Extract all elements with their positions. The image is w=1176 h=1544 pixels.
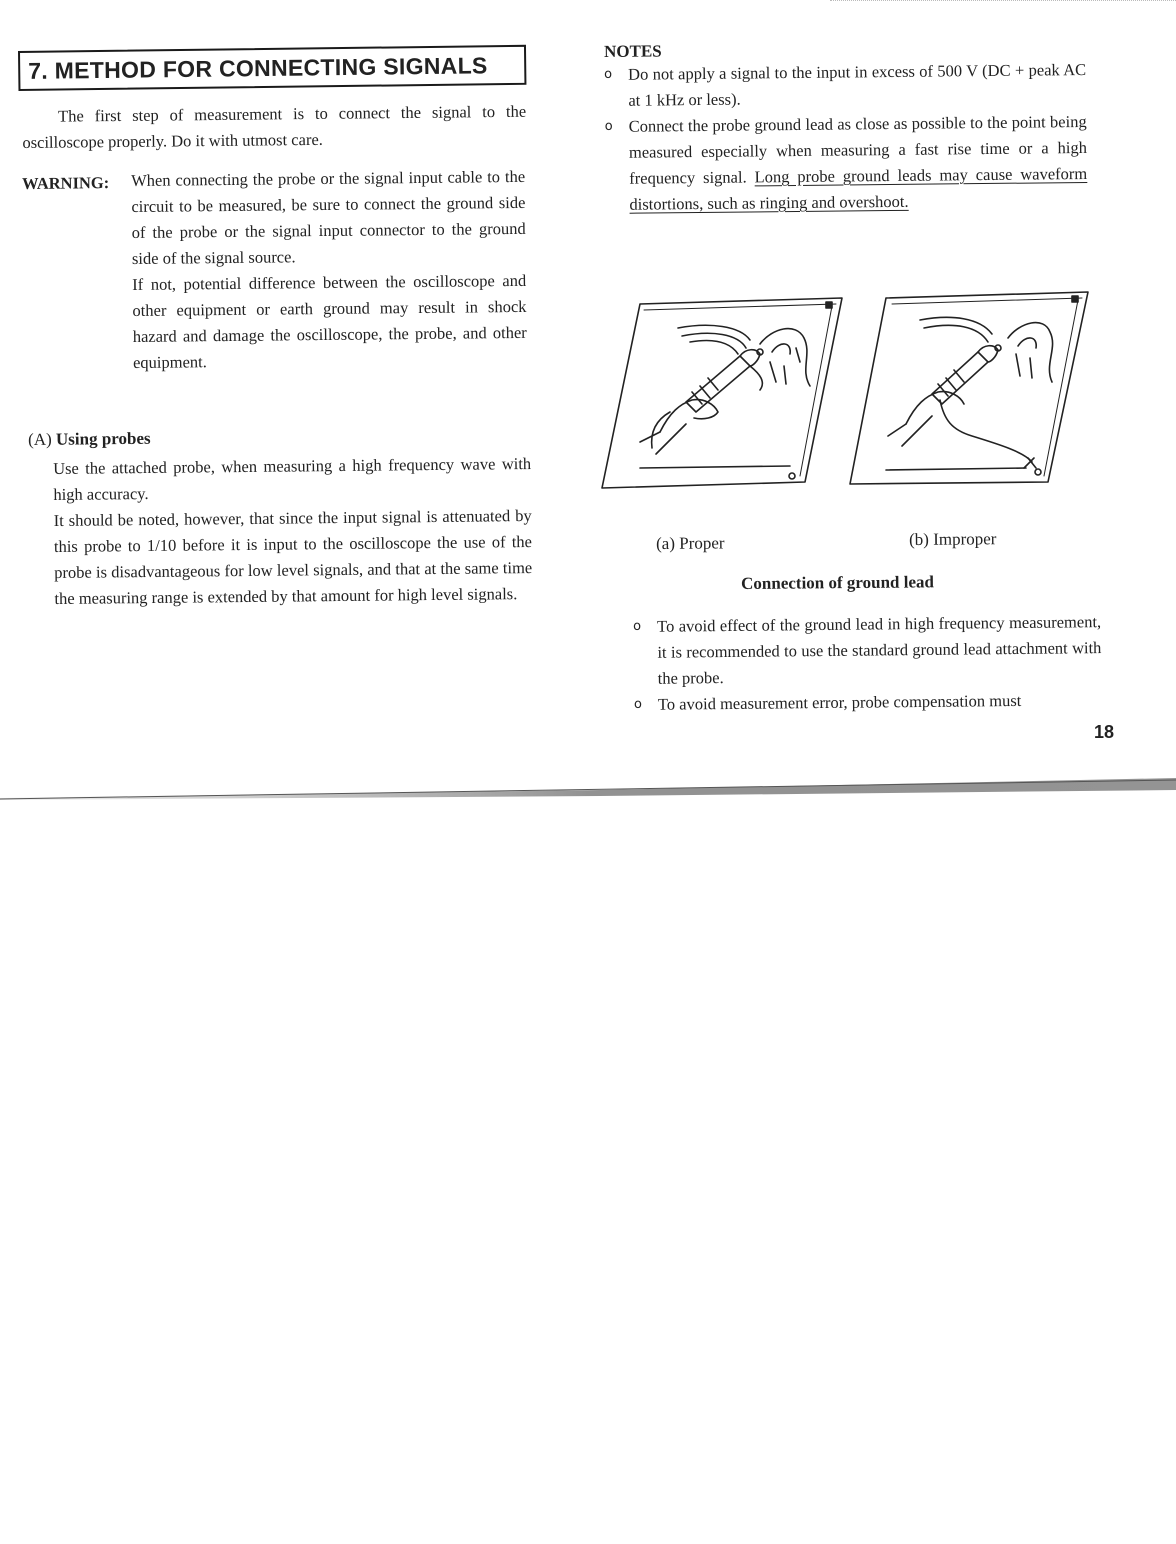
notes-list — [604, 57, 1088, 218]
list-item — [605, 109, 1088, 218]
improper-connection-illustration — [848, 290, 1092, 488]
note-text-underlined: Long probe ground leads may cause waveform distortions, such as ringing and overshoot. — [629, 163, 1088, 214]
using-probes-text — [53, 451, 533, 612]
using-probes-title: Using probes — [55, 428, 151, 449]
list-item — [633, 609, 1102, 692]
bullet-icon: o — [633, 696, 642, 712]
bullet-icon: o — [604, 118, 613, 134]
list-item — [604, 57, 1087, 114]
caption-improper: (b) Improper — [909, 529, 997, 549]
recommendation-text: To avoid measurement error, probe compensation must — [657, 690, 1022, 714]
scan-bottom-edge — [0, 772, 1176, 800]
using-probes-label: (A) — [28, 429, 52, 449]
recommendations-list — [633, 609, 1102, 718]
proper-connection-illustration — [600, 292, 848, 494]
bullet-icon: o — [604, 66, 613, 82]
list-item — [634, 687, 1102, 718]
section-title: 7. METHOD FOR CONNECTING SIGNALS — [18, 45, 526, 91]
warning-paragraph-1: When connecting the probe or the signal input cable to the circuit to be measured, be sure to connect the ground side of the probe or the signal input connector to the ground side of the signal source. — [131, 166, 526, 268]
notes-title: NOTES — [604, 41, 662, 61]
caption-proper: (a) Proper — [656, 533, 725, 553]
using-probes-paragraph-1: Use the attached probe, when measuring a high frequency wave with high accuracy. — [53, 453, 532, 504]
intro-paragraph: The first step of measurement is to connect the signal to the oscilloscope properly. Do it with utmost care. — [22, 101, 527, 152]
note-text — [629, 109, 1088, 218]
using-probes-paragraph-2: It should be noted, however, that since the input signal is attenuated by this probe to 1/10 before it is input to the oscilloscope the use of the probe is disadvantageous for low level signals, and that at the same time the measuring range is extended by that amount for high level signals. — [53, 505, 533, 608]
warning-text — [131, 164, 527, 376]
warning-label: WARNING: — [22, 173, 110, 193]
figure-title: Connection of ground lead — [741, 572, 935, 593]
page-number: 18 — [1094, 722, 1115, 742]
using-probes-heading — [28, 429, 151, 450]
note-text: Do not apply a signal to the input in excess of 500 V (DC + peak AC at 1 kHz or less). — [628, 59, 1087, 110]
warning-paragraph-2: If not, potential difference between the oscilloscope and other equipment or earth ground may result in shock hazard and damage the oscilloscope, the probe, and other equipment. — [132, 270, 527, 372]
note-text-main: Connect the probe ground lead as close as possible to the point being measured especially when measuring a fast rise time or a high frequency signal. — [628, 111, 1088, 188]
scan-top-edge — [830, 0, 1176, 4]
bullet-icon: o — [633, 618, 642, 634]
recommendation-text: To avoid effect of the ground lead in high frequency measurement, it is recommended to use the standard ground lead attachment with the probe. — [657, 612, 1102, 688]
